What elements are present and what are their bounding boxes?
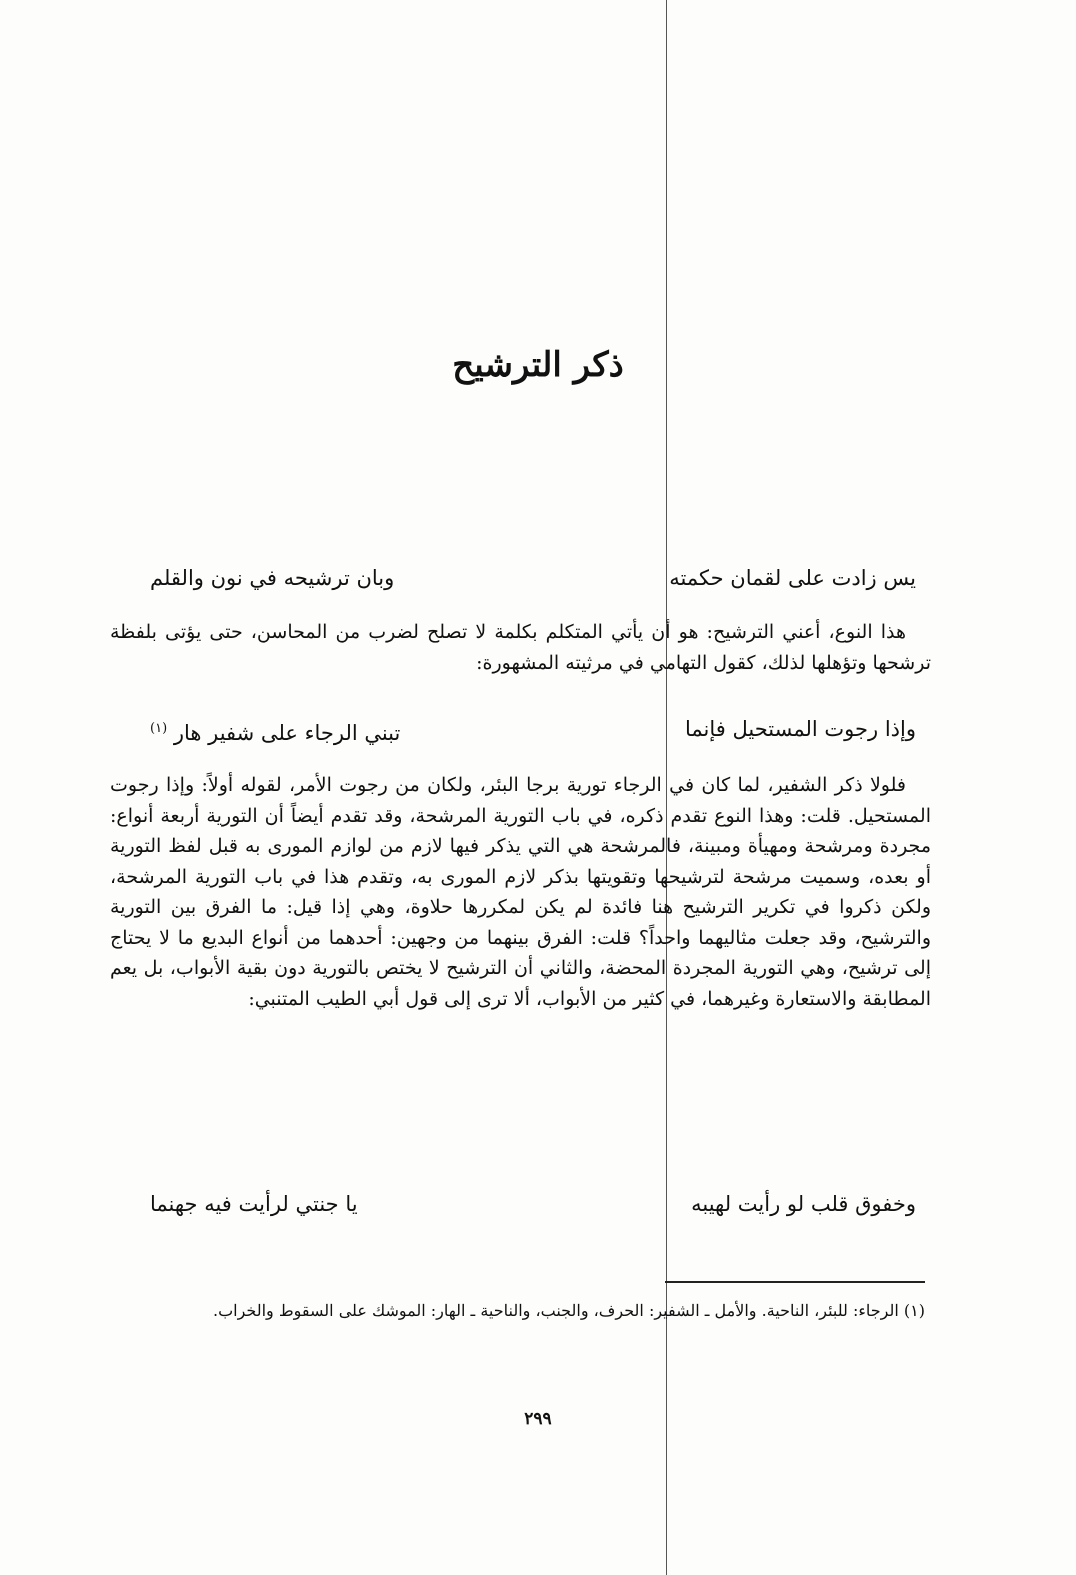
verse-1-second-hemistich: وبان ترشيحه في نون والقلم [150,566,395,590]
verse-1-first-hemistich: يس زادت على لقمان حكمته [669,566,916,590]
verse-line-3 [150,1189,916,1219]
verse-2-second-text: تبني الرجاء على شفير هار [173,721,401,745]
verse-3-second-hemistich: يا جنتي لرأيت فيه جهنما [150,1192,358,1216]
verse-2-second-hemistich [150,714,400,748]
footnote-marker: (١) [150,721,168,736]
page-number: ٢٩٩ [524,1409,552,1429]
footnote-separator [665,1281,925,1283]
paragraph-definition: هذا النوع، أعني الترشيح: هو أن يأتي المتكلم بكلمة لا تصلح لضرب من المحاسن، حتى يؤتى بلفظة ترشحها وتؤهلها لذلك، كقول التهامي في مرثيته المشهورة: [110,621,931,674]
verse-line-2 [150,714,916,748]
footnote-text: (١) الرجاء: للبئر، الناحية. والأمل ـ الشفير: الحرف، والجنب، والناحية ـ الهار: الموشك على السقوط والخراب. [212,1301,925,1320]
verse-2-first-hemistich: وإذا رجوت المستحيل فإنما [685,717,916,741]
paragraph-explanation: فلولا ذكر الشفير، لما كان في الرجاء تورية برجا البئر، ولكان من رجوت الأمر، لقوله أولاً: وإذا رجوت المستحيل. قلت: وهذا النوع تقدم ذكره، في باب التورية المرشحة، وقد تقدم أيضاً أن التورية أربعة أنواع: مجردة ومرشحة ومهيأة ومبينة، فالمرشحة هي التي يذكر فيها لازم من لوازم المورى به قبل لفظ التورية أو بعده، وسميت مرشحة لترشيحها وتقويتها بذكر لازم المورى به، وتقدم هذا في باب التورية المرشحة، ولكن ذكروا في تكرير الترشيح هنا فائدة لم يكن لمكررها حلاوة، وهي إذا قيل: ما الفرق بين التورية والترشيح، وقد جعلت مثاليهما واحداً؟ قلت: الفرق بينهما من وجهين: أحدهما من أنواع البديع ما لا يحتاج إلى ترشيح، وهي التورية المجردة المحضة، والثاني أن الترشيح لا يختص بالتورية دون بقية الأبواب، بل يعم المطابقة والاستعارة وغيرهما، في كثير من الأبواب، ألا ترى إلى قول أبي الطيب المتنبي: [110,774,931,1010]
verse-3-first-hemistich: وخفوق قلب لو رأيت لهيبه [691,1192,916,1216]
chapter-title: ذكر الترشيح [452,345,624,385]
verse-line-1 [150,563,916,593]
